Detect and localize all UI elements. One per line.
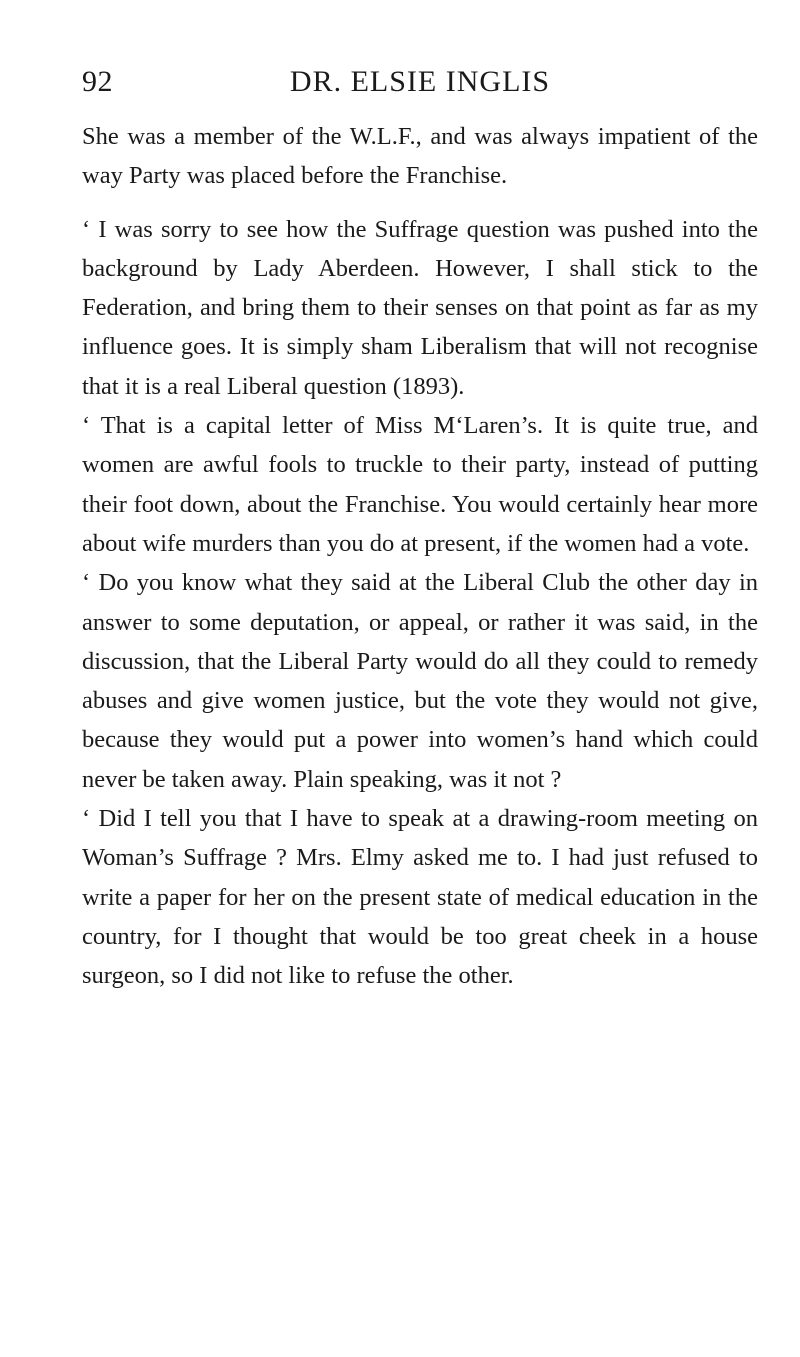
running-title: DR. ELSIE INGLIS xyxy=(289,65,551,98)
paragraph: ‘ Did I tell you that I have to speak at a drawing-room meeting on Woman’s Suffrage ? Mrs. Elmy asked me to. I had just refused to write a paper for her on the present state of medical education in the country, for I thought that would be too great cheek in a house surgeon, so I did not like to refuse the other. xyxy=(82,805,758,990)
paragraph: ‘ I was sorry to see how the Suffrage question was pushed into the background by Lady Aberdeen. However, I shall stick to the Federation, and bring them to their senses on that point as far as my influence goes. It is simply sham Liberalism that will not recognise that it is a real Liberal question (1893). xyxy=(82,215,758,400)
body-text xyxy=(82,117,758,996)
paragraph: ‘ Do you know what they said at the Liberal Club the other day in answer to some deputation, or appeal, or rather it was said, in the discussion, that the Liberal Party would do all they could to remedy abuses and give women justice, but the vote they would not give, because they would put a power into women’s hand which could never be taken away. Plain speaking, was it not ? xyxy=(82,569,758,793)
paragraph: She was a member of the W.L.F., and was always impatient of the way Party was placed before the Franchise. xyxy=(82,123,758,190)
running-head xyxy=(82,62,758,102)
paragraph: ‘ That is a capital letter of Miss M‘Laren’s. It is quite true, and women are awful fools to truckle to their party, instead of putting their foot down, about the Franchise. You would certainly hear more about wife murders than you do at present, if the women had a vote. xyxy=(82,412,758,557)
page-number: 92 xyxy=(82,65,113,98)
